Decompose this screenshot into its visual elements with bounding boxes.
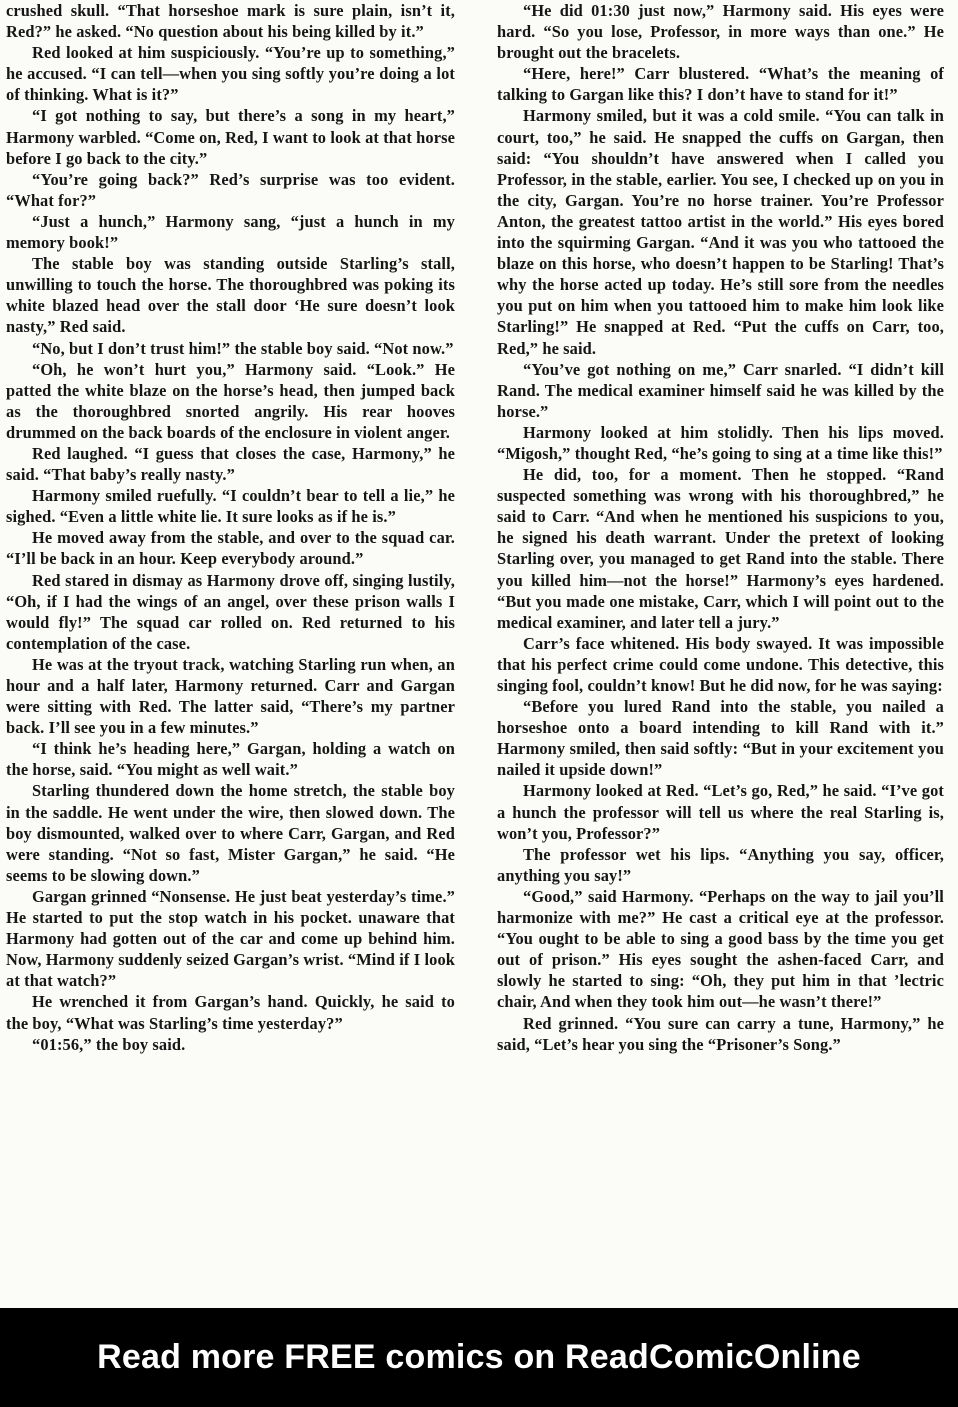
paragraph: “Just a hunch,” Harmony sang, “just a hunch in my memory book!”: [6, 211, 455, 253]
paragraph: Harmony looked at Red. “Let’s go, Red,” he said. “I’ve got a hunch the professor will tell us where the real Starling is, won’t you, Professor?”: [497, 781, 944, 843]
right-text-column: [497, 0, 944, 1308]
paragraph: “I think he’s heading here,” Gargan, holding a watch on the horse, said. “You might as well wait.”: [6, 739, 455, 780]
promo-banner-text[interactable]: Read more FREE comics on ReadComicOnline: [97, 1338, 861, 1376]
paragraph: Harmony looked at him stolidly. Then his lips moved. “Migosh,” thought Red, “he’s going to sing at a time like this!”: [497, 422, 944, 463]
paragraph: Carr’s face whitened. His body swayed. It was impossible that his perfect crime could come undone. This detective, this singing fool, couldn’t know! But he did now, for he was saying:: [497, 633, 944, 695]
paragraph: Red stared in dismay as Harmony drove off, singing lustily, “Oh, if I had the wings of an angel, over these prison walls I would fly!” The squad car rolled on. Red returned to his contemplation of the case.: [6, 570, 455, 653]
paragraph: “01:56,” the boy said.: [32, 1034, 186, 1054]
paragraph: crushed skull. “That horseshoe mark is sure plain, isn’t it, Red?” he asked. “No question about his being killed by it.”: [6, 1, 455, 42]
paragraph: He was at the tryout track, watching Starling run when, an hour and a half later, Harmony returned. Carr and Gargan were sitting with Red. The latter said, “There’s my partner back. I’ll see you in a few minutes.”: [6, 654, 455, 738]
paragraph: “You’re going back?” Red’s surprise was too evident. “What for?”: [6, 169, 455, 210]
paragraph: Red grinned. “You sure can carry a tune, Harmony,” he said, “Let’s hear you sing the “Prisoner’s Song.”: [497, 1013, 944, 1054]
paragraph: He moved away from the stable, and over to the squad car. “I’ll be back in an hour. Keep everybody around.”: [6, 528, 455, 569]
paragraph: Red looked at him suspiciously. “You’re up to something,” he accused. “I can tell—when you sing softly you’re doing a lot of thinking. What is it?”: [6, 43, 455, 105]
paragraph: “Here, here!” Carr blustered. “What’s the meaning of talking to Gargan like this? I don’t have to stand for it!”: [497, 64, 944, 105]
paragraph: Harmony smiled, but it was a cold smile. “You can talk in court, too,” he said. He snapped the cuffs on Gargan, then said: “You shouldn’t have answered when I called you Professor, in the stable, earlier. You see, I checked up on you in the city, Gargan. You’re no horse trainer. You’re Professor Anton, the greatest tattoo artist in the world.” His eyes bored into the squirming Gargan. “And it was you who tattooed the blaze on this horse, who doesn’t happen to be Starling! That’s why the horse acted up today. He’s still sore from the needles you put on him when you tattooed him to make him look like Starling!” He snapped at Red. “Put the cuffs on Carr, too, Red,” he said.: [497, 106, 944, 358]
paragraph: Gargan grinned “Nonsense. He just beat yesterday’s time.” He started to put the stop watch in his pocket. unaware that Harmony had gotten out of the car and come up behind him. Now, Harmony suddenly seized Gargan’s wrist. “Mind if I look at that watch?”: [6, 886, 455, 991]
paragraph: Starling thundered down the home stretch, the stable boy in the saddle. He went under the wire, then slowed down. The boy dismounted, walked over to where Carr, Gargan, and Red were standing. “Not so fast, Mister Gargan,” he said. “He seems to be slowing down.”: [6, 781, 455, 885]
paragraph: The stable boy was standing outside Starling’s stall, unwilling to touch the horse. The thoroughbred was poking its white blazed head over the stall door ‘He sure doesn’t look nasty,” Red said.: [6, 254, 455, 337]
paragraph: “Oh, he won’t hurt you,” Harmony said. “Look.” He patted the white blaze on the horse’s head, then jumped back as the thoroughbred snorted angrily. His rear hooves drummed on the back boards of the enclosure in violent anger.: [6, 359, 455, 442]
paragraph: He did, too, for a moment. Then he stopped. “Rand suspected something was wrong with his thoroughbred,” he said to Carr. “And when he mentioned his suspicions to you, he signed his death warrant. Under the pretext of looking Starling over, you managed to get Rand into the stable. There you killed him—not the horse!” Harmony’s eyes hardened. “But you made one mistake, Carr, which I will point out to the medical examiner, and later tell a jury.”: [497, 465, 944, 632]
promo-banner[interactable]: [0, 1308, 958, 1407]
paragraph: “You’ve got nothing on me,” Carr snarled. “I didn’t kill Rand. The medical examiner himself said he was killed by the horse.”: [497, 359, 944, 421]
paragraph: “I got nothing to say, but there’s a song in my heart,” Harmony warbled. “Come on, Red, I want to look at that horse before I go back to the city.”: [6, 106, 455, 168]
paragraph: “Good,” said Harmony. “Perhaps on the way to jail you’ll harmonize with me?” He cast a critical eye at the professor. “You ought to be able to sing a good bass by the time you get out of prison.” His eyes sought the ashen-faced Carr, and slowly he started to sing: “Oh, they put him in that ’lectric chair, And when they took him out—he wasn’t there!”: [497, 886, 944, 1012]
paragraph: “No, but I don’t trust him!” the stable boy said. “Not now.”: [32, 338, 454, 358]
column-gutter: [476, 0, 477, 1300]
paragraph: The professor wet his lips. “Anything you say, officer, anything you say!”: [497, 844, 944, 885]
paragraph: “He did 01:30 just now,” Harmony said. His eyes were hard. “So you lose, Professor, in more ways than one.” He brought out the bracelets.: [497, 1, 944, 63]
paragraph: He wrenched it from Gargan’s hand. Quickly, he said to the boy, “What was Starling’s time yesterday?”: [6, 992, 455, 1033]
paragraph: Harmony smiled ruefully. “I couldn’t bear to tell a lie,” he sighed. “Even a little white lie. It sure looks as if he is.”: [6, 486, 455, 527]
paragraph: “Before you lured Rand into the stable, you nailed a horseshoe onto a board intending to kill Rand with it.” Harmony smiled, then said softly: “But in your excitement you nailed it upside down!”: [497, 697, 944, 780]
paragraph: Red laughed. “I guess that closes the case, Harmony,” he said. “That baby’s really nasty.”: [6, 443, 455, 485]
left-text-column: [6, 0, 455, 1308]
